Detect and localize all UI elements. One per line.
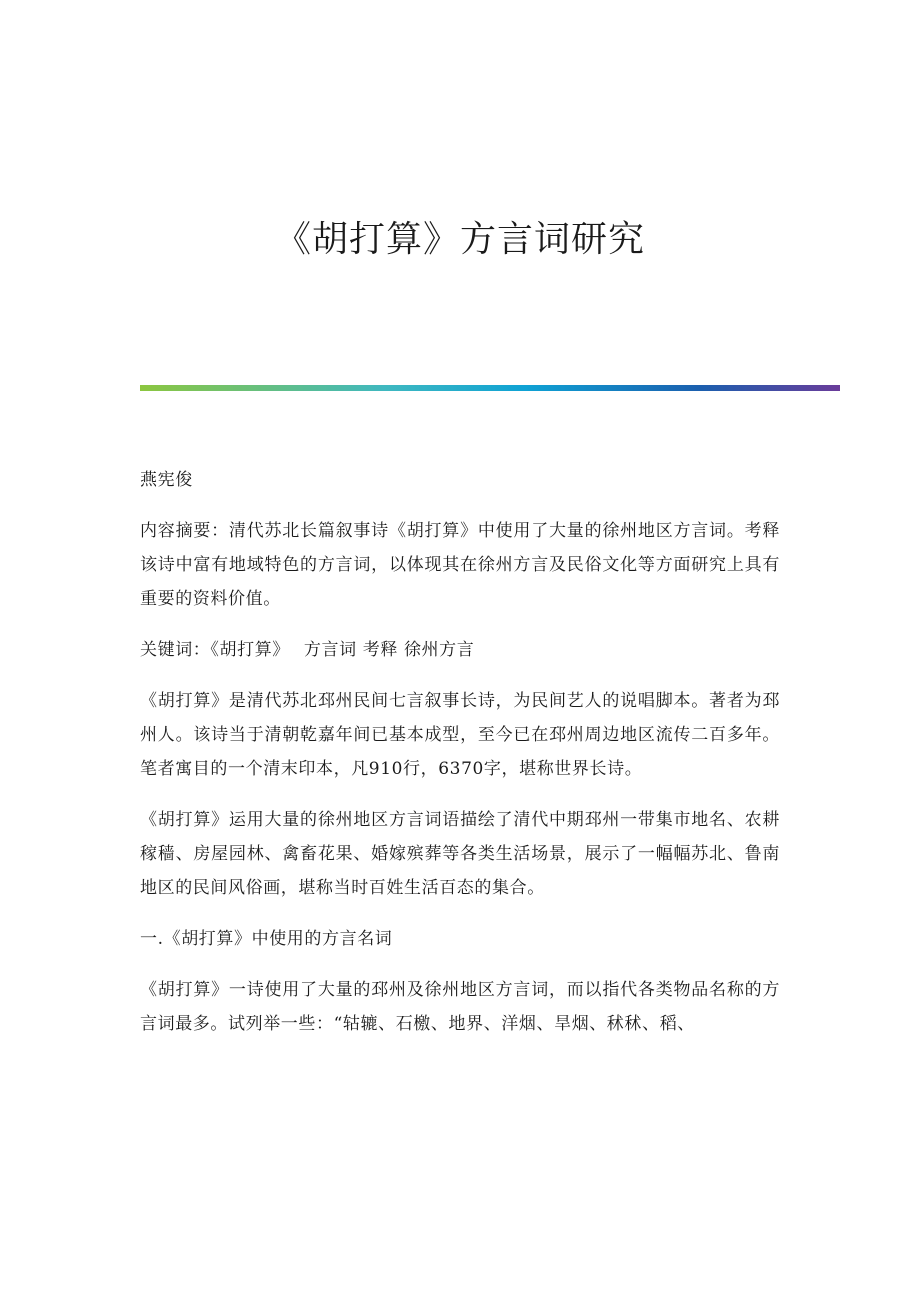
keywords-label: 关键词：: [140, 640, 211, 660]
body-paragraph: 《胡打算》运用大量的徐州地区方言词语描绘了清代中期邳州一带集市地名、农耕稼穑、房屋园林、禽畜花果、婚嫁殡葬等各类生活场景，展示了一幅幅苏北、鲁南地区的民间风俗画，堪称当时百姓生活百态的集合。: [140, 810, 780, 898]
abstract-paragraph: 内容摘要：清代苏北长篇叙事诗《胡打算》中使用了大量的徐州地区方言词。考释该诗中富有地域特色的方言词，以体现其在徐州方言及民俗文化等方面研究上具有重要的资料价值。: [140, 521, 780, 609]
keyword-item: 方言词: [303, 640, 357, 660]
section-heading: 一.《胡打算》中使用的方言名词: [140, 929, 393, 949]
gradient-divider: [140, 385, 840, 391]
keyword-item: 考释: [362, 640, 398, 660]
article-body: [140, 463, 780, 1058]
body-paragraph: 《胡打算》一诗使用了大量的邳州及徐州地区方言词，而以指代各类物品名称的方言词最多。试列举一些：“轱辘、石檄、地界、洋烟、旱烟、秫秫、稻、: [140, 980, 780, 1034]
page-title: 《胡打算》方言词研究: [274, 219, 645, 260]
author-name: 燕宪俊: [140, 470, 193, 490]
keyword-item: 《胡打算》: [210, 640, 290, 660]
keywords-line: [140, 633, 780, 667]
keyword-item: 徐州方言: [403, 640, 475, 660]
body-paragraph: 《胡打算》是清代苏北邳州民间七言叙事长诗，为民间艺人的说唱脚本。著者为邳州人。该诗当于清朝乾嘉年间已基本成型，至今已在邳州周边地区流传二百多年。笔者寓目的一个清末印本，凡910行，6370字，堪称世界长诗。: [140, 691, 780, 779]
